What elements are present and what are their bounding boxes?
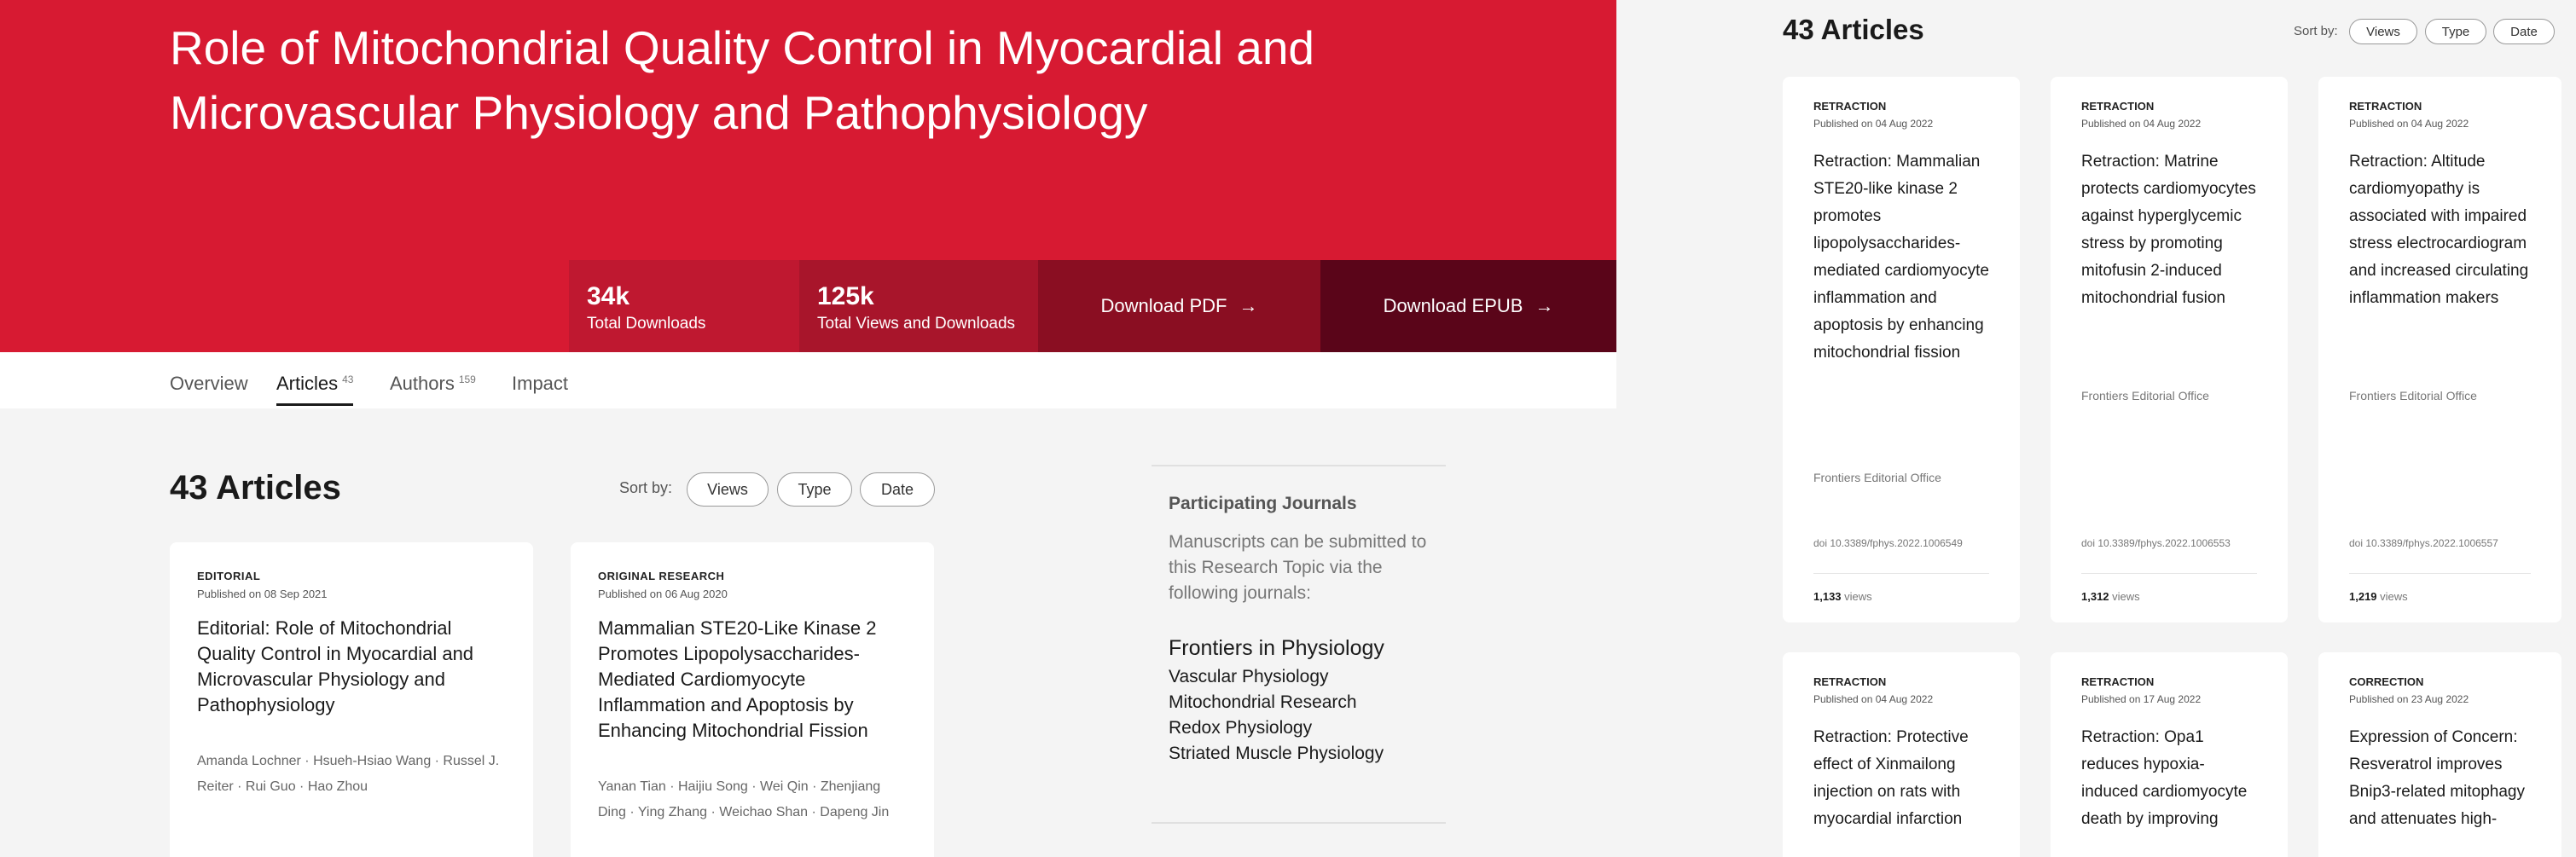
- article-office: Frontiers Editorial Office: [2081, 389, 2209, 402]
- article-card[interactable]: [1783, 77, 2020, 622]
- article-date: Published on 04 Aug 2022: [1813, 118, 1934, 130]
- participating-journals-panel: [1152, 465, 1446, 824]
- article-office: Frontiers Editorial Office: [2349, 389, 2477, 402]
- sort-type-button[interactable]: Type: [777, 472, 852, 507]
- sort-views-button[interactable]: Views: [2349, 19, 2417, 44]
- sort-by-label: Sort by:: [619, 479, 673, 496]
- participating-journals-description: Manuscripts can be submitted to this Research Topic via the following journals:: [1169, 532, 1427, 603]
- article-views: [2081, 590, 2140, 603]
- tab-overview-label: Overview: [170, 373, 248, 394]
- article-title[interactable]: Retraction: Protective effect of Xinmailong injection on rats with myocardial infarction: [1813, 728, 1969, 828]
- article-date: Published on 04 Aug 2022: [1813, 693, 1934, 705]
- journal-section-link[interactable]: Redox Physiology: [1169, 718, 1313, 738]
- article-date: Published on 08 Sep 2021: [197, 588, 328, 600]
- articles-heading: 43 Articles: [170, 469, 341, 507]
- total-views-value: 125k: [817, 282, 874, 310]
- download-epub-button[interactable]: [1320, 260, 1616, 352]
- article-card[interactable]: [2051, 652, 2288, 857]
- participating-journals-title: Participating Journals: [1169, 494, 1357, 513]
- total-downloads-stat: [569, 260, 799, 352]
- article-title[interactable]: Editorial: Role of Mitochondrial Quality Control in Myocardial and Microvascular Physiology and Pathophysiology: [197, 617, 474, 715]
- download-pdf-label: Download PDF: [1100, 295, 1227, 316]
- tab-authors-count: 159: [458, 373, 476, 385]
- article-type: RETRACTION: [1813, 675, 1887, 688]
- article-type: EDITORIAL: [197, 570, 261, 582]
- hero-banner: [0, 0, 1616, 352]
- sort-date-button[interactable]: Date: [2493, 19, 2555, 44]
- article-doi[interactable]: doi 10.3389/fphys.2022.1006553: [2081, 537, 2231, 549]
- article-card[interactable]: [571, 542, 934, 857]
- article-card[interactable]: [2051, 77, 2288, 622]
- tab-authors-label: Authors: [390, 373, 455, 394]
- page-title: Role of Mitochondrial Quality Control in Myocardial and Microvascular Physiology and Pathophysiology: [170, 21, 1315, 139]
- article-authors: Amanda Lochner · Hsueh-Hsiao Wang · Russel J. Reiter · Rui Guo · Hao Zhou: [197, 754, 500, 794]
- journal-section-link[interactable]: Vascular Physiology: [1169, 667, 1329, 686]
- article-views-count: 1,133: [1813, 590, 1842, 603]
- tab-articles[interactable]: [276, 373, 353, 406]
- tab-overview[interactable]: [170, 373, 248, 395]
- article-title[interactable]: Mammalian STE20-Like Kinase 2 Promotes Lipopolysaccharides-Mediated Cardiomyocyte Inflammation and Apoptosis by Enhancing Mitochondrial Fission: [598, 617, 877, 741]
- article-type: RETRACTION: [1813, 100, 1887, 113]
- article-card[interactable]: [2318, 652, 2561, 857]
- sort-by-label: Sort by:: [2294, 24, 2338, 38]
- tab-articles-count: 43: [342, 373, 354, 385]
- tab-authors[interactable]: [390, 373, 476, 395]
- right-pane: [1616, 0, 2576, 857]
- article-card[interactable]: [1783, 652, 2020, 857]
- tab-articles-label: Articles: [276, 373, 339, 394]
- article-title[interactable]: Expression of Concern: Resveratrol improves Bnip3-related mitophagy and attenuates high-: [2349, 728, 2525, 828]
- sort-views-button[interactable]: Views: [687, 472, 769, 507]
- total-downloads-value: 34k: [587, 282, 630, 310]
- tab-impact[interactable]: [512, 373, 568, 395]
- article-doi[interactable]: doi 10.3389/fphys.2022.1006557: [2349, 537, 2498, 549]
- download-pdf-button[interactable]: [1038, 260, 1320, 352]
- article-views: [1813, 590, 1872, 603]
- tab-impact-label: Impact: [512, 373, 569, 394]
- article-views-label: views: [1844, 590, 1872, 603]
- sort-type-button[interactable]: Type: [2425, 19, 2486, 44]
- article-title[interactable]: Retraction: Matrine protects cardiomyocytes against hyperglycemic stress by promoting mitofusin 2-induced mitochondrial fusion: [2081, 153, 2256, 307]
- card-divider: [1813, 573, 1989, 574]
- arrow-right-icon: →: [1239, 295, 1258, 316]
- arrow-right-icon: →: [1535, 295, 1554, 316]
- articles-heading: 43 Articles: [1783, 14, 1924, 45]
- article-office: Frontiers Editorial Office: [1813, 471, 1941, 484]
- article-date: Published on 17 Aug 2022: [2081, 693, 2202, 705]
- card-divider: [2349, 573, 2531, 574]
- article-doi[interactable]: doi 10.3389/fphys.2022.1006549: [1813, 537, 1963, 549]
- article-date: Published on 04 Aug 2022: [2349, 118, 2469, 130]
- article-type: ORIGINAL RESEARCH: [598, 570, 725, 582]
- tab-bar: [0, 352, 1616, 408]
- sort-date-button[interactable]: Date: [860, 472, 935, 507]
- article-title[interactable]: Retraction: Mammalian STE20-like kinase 2 promotes lipopolysaccharides-mediated cardiomyocyte inflammation and apoptosis by enhancing mitochondrial fission: [1813, 153, 1989, 362]
- article-views: [2349, 590, 2408, 603]
- article-type: RETRACTION: [2349, 100, 2422, 113]
- article-views-count: 1,312: [2081, 590, 2109, 603]
- journal-section-link[interactable]: Striated Muscle Physiology: [1169, 744, 1384, 763]
- total-views-stat: [799, 260, 1038, 352]
- article-date: Published on 23 Aug 2022: [2349, 693, 2469, 705]
- article-views-label: views: [2380, 590, 2408, 603]
- total-views-label: Total Views and Downloads: [817, 315, 1016, 333]
- total-downloads-label: Total Downloads: [587, 315, 706, 333]
- article-views-count: 1,219: [2349, 590, 2377, 603]
- article-card[interactable]: [2318, 77, 2561, 622]
- article-type: RETRACTION: [2081, 675, 2155, 688]
- article-title[interactable]: Retraction: Opa1 reduces hypoxia-induced cardiomyocyte death by improving: [2081, 728, 2248, 828]
- article-views-label: views: [2112, 590, 2140, 603]
- card-divider: [2081, 573, 2257, 574]
- article-type: RETRACTION: [2081, 100, 2155, 113]
- article-date: Published on 06 Aug 2020: [598, 588, 728, 600]
- article-date: Published on 04 Aug 2022: [2081, 118, 2202, 130]
- article-card[interactable]: [170, 542, 533, 857]
- article-title[interactable]: Retraction: Altitude cardiomyopathy is associated with impaired stress electrocardiogram and increased circulating inflammation makers: [2349, 153, 2529, 307]
- article-authors: Yanan Tian · Haijiu Song · Wei Qin · Zhenjiang Ding · Ying Zhang · Weichao Shan · Dapeng Jin: [598, 779, 890, 819]
- journal-link[interactable]: Frontiers in Physiology: [1169, 636, 1384, 660]
- article-type: CORRECTION: [2349, 675, 2424, 688]
- journal-section-link[interactable]: Mitochondrial Research: [1169, 692, 1357, 712]
- download-epub-label: Download EPUB: [1383, 295, 1523, 316]
